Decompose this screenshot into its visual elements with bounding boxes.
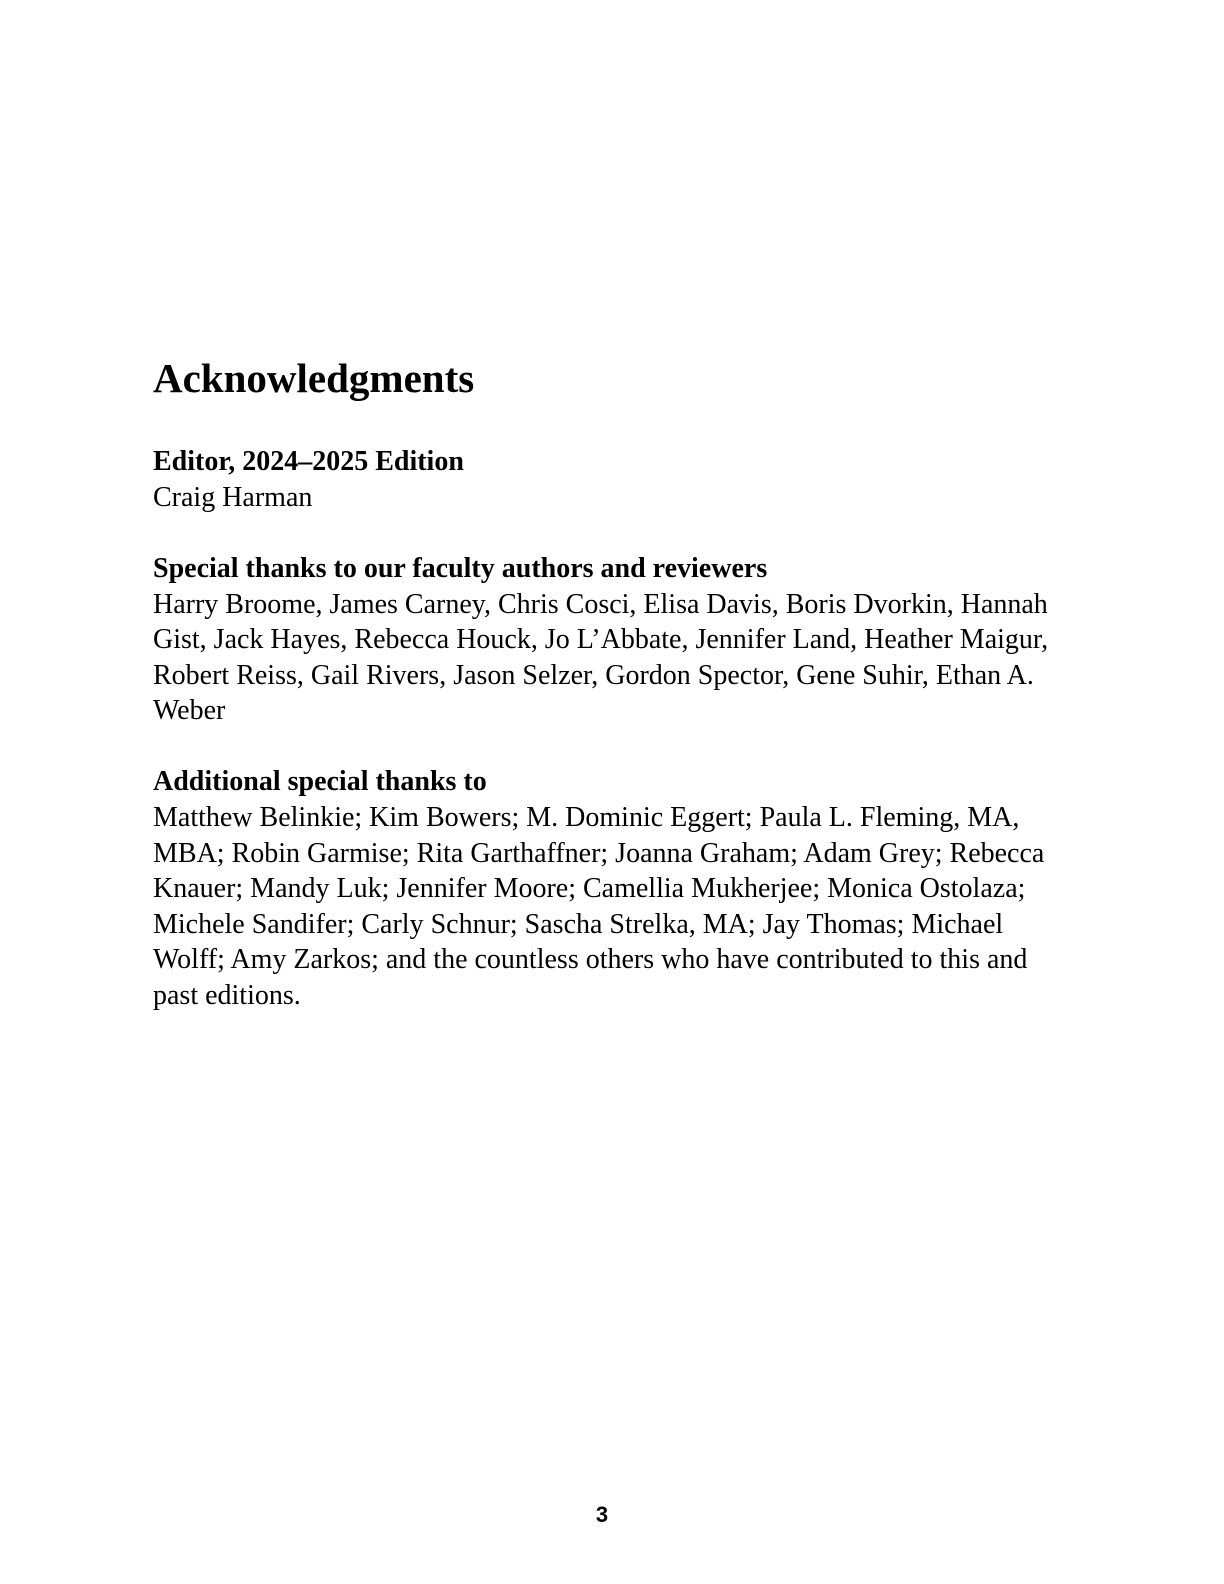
editor-section: [153, 444, 1073, 516]
additional-thanks-heading: Additional special thanks to: [153, 765, 487, 797]
additional-names: Matthew Belinkie; Kim Bowers; M. Dominic Eggert; Paula L. Fleming, MA, MBA; Robin Garmise; Rita Garthaffner; Joanna Graham; Adam Grey; Rebecca Knauer; Mandy Luk; Jennifer Moore; Camellia Mukherjee; Monica Ostolaza; Michele Sandifer; Carly Schnur; Sascha Strelka, MA; Jay Thomas; Michael Wolff; Amy Zarkos; and the countless others who have contributed to this and past editions.: [153, 801, 1045, 1011]
faculty-names: Harry Broome, James Carney, Chris Cosci, Elisa Davis, Boris Dvorkin, Hannah Gist, Jack Hayes, Rebecca Houck, Jo L’Abbate, Jennifer Land, Heather Maigur, Robert Reiss, Gail Rivers, Jason Selzer, Gordon Spector, Gene Suhir, Ethan A. Weber: [153, 588, 1049, 727]
faculty-thanks-section: [153, 551, 1073, 729]
faculty-thanks-heading: Special thanks to our faculty authors and reviewers: [153, 552, 768, 584]
page-title: Acknowledgments: [153, 355, 475, 401]
editor-heading: Editor, 2024–2025 Edition: [153, 446, 464, 477]
additional-thanks-section: [153, 764, 1073, 1014]
page-content: [153, 352, 1073, 1014]
page-number: 3: [595, 1502, 609, 1527]
editor-name: Craig Harman: [153, 482, 313, 513]
